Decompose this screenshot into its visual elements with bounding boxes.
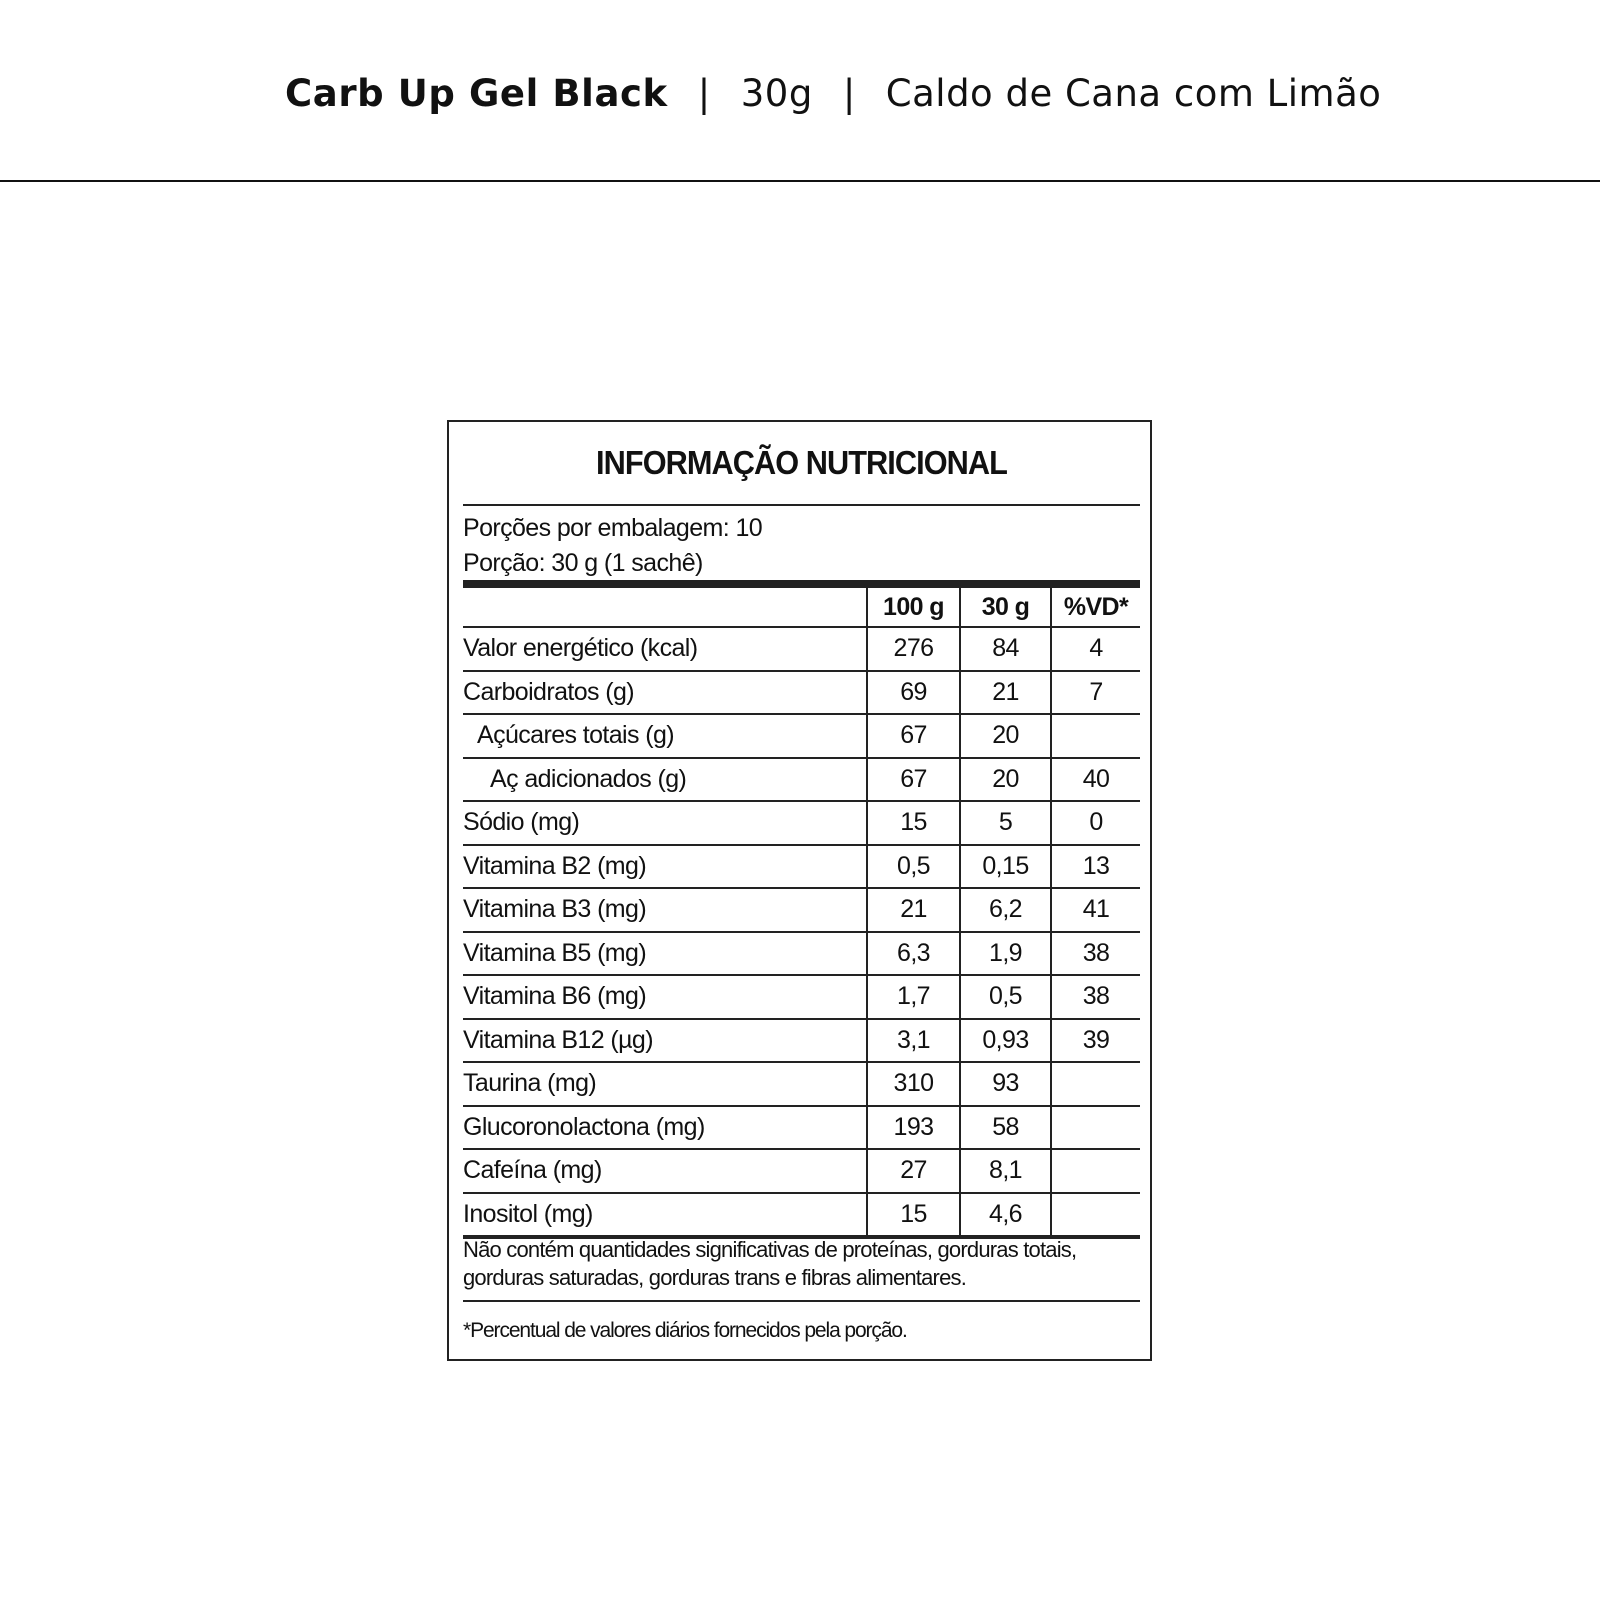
product-name: Carb Up Gel Black bbox=[285, 72, 668, 115]
divider bbox=[463, 1300, 1140, 1302]
daily-value: 7 bbox=[1051, 671, 1140, 715]
table-row bbox=[463, 1019, 1140, 1063]
thick-divider bbox=[463, 580, 1140, 588]
table-row bbox=[463, 1106, 1140, 1150]
daily-value: 4 bbox=[1051, 627, 1140, 671]
value-per-100g: 67 bbox=[867, 758, 960, 802]
page-header bbox=[0, 0, 1600, 182]
value-per-100g: 15 bbox=[867, 1193, 960, 1238]
table-header-row bbox=[463, 588, 1140, 627]
table-row bbox=[463, 1193, 1140, 1238]
daily-value-footnote: *Percentual de valores diários fornecidos pela porção. bbox=[463, 1319, 907, 1342]
daily-value bbox=[1051, 1193, 1140, 1238]
value-per-100g: 193 bbox=[867, 1106, 960, 1150]
daily-value bbox=[1051, 714, 1140, 758]
nutrient-name: Valor energético (kcal) bbox=[463, 627, 867, 671]
column-header bbox=[463, 588, 867, 627]
nutrient-name: Cafeína (mg) bbox=[463, 1149, 867, 1193]
value-per-30g: 58 bbox=[960, 1106, 1051, 1150]
nutrient-name: Vitamina B6 (mg) bbox=[463, 975, 867, 1019]
nutrient-name: Açúcares totais (g) bbox=[463, 714, 867, 758]
column-header: %VD* bbox=[1051, 588, 1140, 627]
product-title-line bbox=[285, 68, 1381, 120]
value-per-100g: 6,3 bbox=[867, 932, 960, 976]
value-per-100g: 67 bbox=[867, 714, 960, 758]
nutrient-name: Vitamina B3 (mg) bbox=[463, 888, 867, 932]
table-row bbox=[463, 758, 1140, 802]
table-row bbox=[463, 845, 1140, 889]
value-per-30g: 21 bbox=[960, 671, 1051, 715]
column-header: 30 g bbox=[960, 588, 1051, 627]
value-per-30g: 93 bbox=[960, 1062, 1051, 1106]
nutrition-facts-label bbox=[447, 420, 1152, 1361]
nutrient-name: Vitamina B5 (mg) bbox=[463, 932, 867, 976]
daily-value: 41 bbox=[1051, 888, 1140, 932]
daily-value: 13 bbox=[1051, 845, 1140, 889]
nutrient-name: Aç adicionados (g) bbox=[463, 758, 867, 802]
table-row bbox=[463, 627, 1140, 671]
table-row bbox=[463, 1149, 1140, 1193]
table-row bbox=[463, 975, 1140, 1019]
nutrient-name: Sódio (mg) bbox=[463, 801, 867, 845]
daily-value: 39 bbox=[1051, 1019, 1140, 1063]
divider bbox=[463, 504, 1140, 506]
nutrition-table bbox=[463, 588, 1140, 1239]
nutrient-name: Vitamina B2 (mg) bbox=[463, 845, 867, 889]
serving-size: Porção: 30 g (1 sachê) bbox=[463, 549, 703, 577]
table-row bbox=[463, 1062, 1140, 1106]
table-row bbox=[463, 888, 1140, 932]
nutrient-name: Vitamina B12 (µg) bbox=[463, 1019, 867, 1063]
daily-value: 40 bbox=[1051, 758, 1140, 802]
value-per-100g: 310 bbox=[867, 1062, 960, 1106]
value-per-100g: 276 bbox=[867, 627, 960, 671]
table-row bbox=[463, 801, 1140, 845]
daily-value bbox=[1051, 1149, 1140, 1193]
value-per-30g: 20 bbox=[960, 758, 1051, 802]
separator: | bbox=[697, 72, 711, 115]
value-per-100g: 3,1 bbox=[867, 1019, 960, 1063]
nutrient-name: Glucoronolactona (mg) bbox=[463, 1106, 867, 1150]
value-per-100g: 1,7 bbox=[867, 975, 960, 1019]
column-header: 100 g bbox=[867, 588, 960, 627]
value-per-30g: 5 bbox=[960, 801, 1051, 845]
value-per-30g: 20 bbox=[960, 714, 1051, 758]
daily-value bbox=[1051, 1106, 1140, 1150]
insignificant-amounts-note: Não contém quantidades significativas de proteínas, gorduras totais, gorduras saturadas, gorduras trans e fibras alimentares. bbox=[463, 1237, 1077, 1290]
label-title: INFORMAÇÃO NUTRICIONAL bbox=[596, 444, 1007, 481]
value-per-30g: 8,1 bbox=[960, 1149, 1051, 1193]
value-per-30g: 0,15 bbox=[960, 845, 1051, 889]
value-per-30g: 6,2 bbox=[960, 888, 1051, 932]
table-row bbox=[463, 671, 1140, 715]
value-per-30g: 0,93 bbox=[960, 1019, 1051, 1063]
value-per-30g: 1,9 bbox=[960, 932, 1051, 976]
table-row bbox=[463, 714, 1140, 758]
daily-value: 38 bbox=[1051, 932, 1140, 976]
nutrient-name: Taurina (mg) bbox=[463, 1062, 867, 1106]
value-per-100g: 21 bbox=[867, 888, 960, 932]
value-per-100g: 69 bbox=[867, 671, 960, 715]
value-per-100g: 0,5 bbox=[867, 845, 960, 889]
daily-value: 38 bbox=[1051, 975, 1140, 1019]
value-per-30g: 4,6 bbox=[960, 1193, 1051, 1238]
value-per-100g: 27 bbox=[867, 1149, 960, 1193]
separator: | bbox=[842, 72, 856, 115]
product-weight: 30g bbox=[740, 72, 813, 115]
nutrient-name: Carboidratos (g) bbox=[463, 671, 867, 715]
table-row bbox=[463, 932, 1140, 976]
product-flavor: Caldo de Cana com Limão bbox=[885, 72, 1382, 115]
value-per-30g: 0,5 bbox=[960, 975, 1051, 1019]
value-per-100g: 15 bbox=[867, 801, 960, 845]
daily-value: 0 bbox=[1051, 801, 1140, 845]
nutrient-name: Inositol (mg) bbox=[463, 1193, 867, 1238]
servings-per-package: Porções por embalagem: 10 bbox=[463, 514, 763, 542]
daily-value bbox=[1051, 1062, 1140, 1106]
value-per-30g: 84 bbox=[960, 627, 1051, 671]
